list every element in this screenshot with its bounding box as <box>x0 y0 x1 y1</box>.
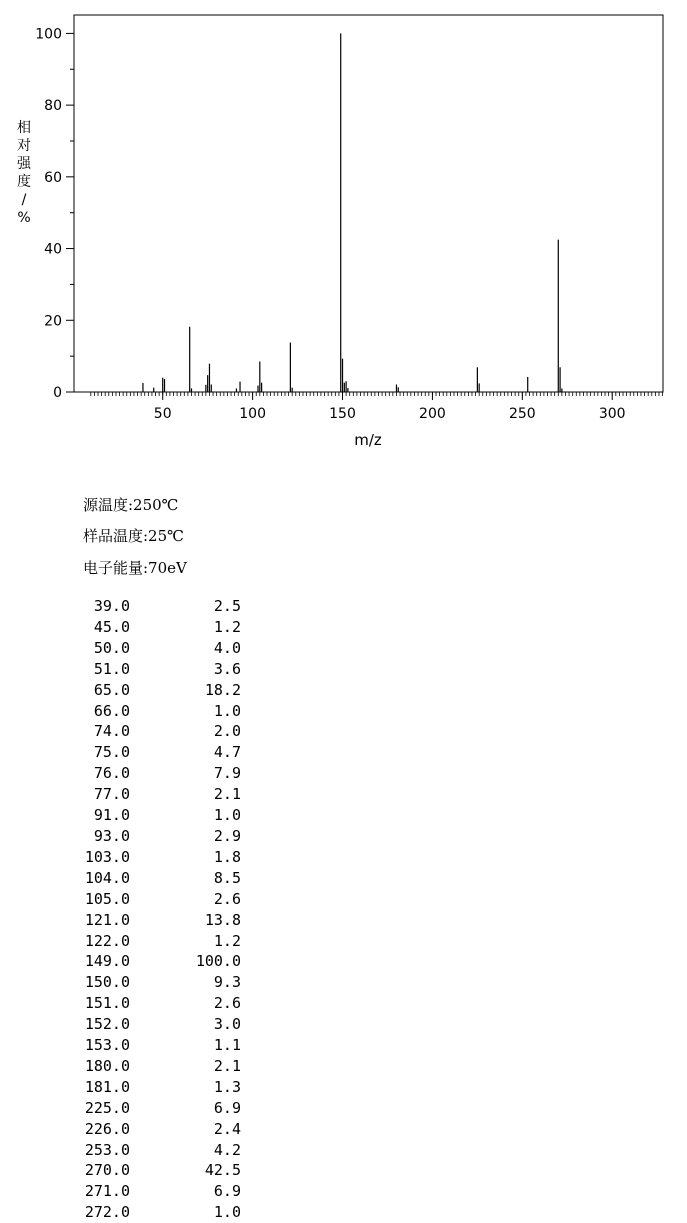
intensity-cell: 1.8 <box>213 847 241 866</box>
table-row <box>70 972 241 993</box>
y-tick-label: 80 <box>44 98 62 115</box>
table-row <box>70 784 241 805</box>
table-row <box>70 742 241 763</box>
table-row <box>70 1056 241 1077</box>
y-axis-label-char: % <box>17 210 31 226</box>
mz-cell: 65.0 <box>93 680 130 699</box>
mz-cell: 153.0 <box>84 1036 130 1055</box>
mz-cell: 39.0 <box>93 597 130 615</box>
mz-cell: 66.0 <box>93 701 130 720</box>
electron-energy: 电子能量:70eV <box>83 559 187 577</box>
mz-cell: 45.0 <box>93 617 130 636</box>
table-row <box>70 763 241 784</box>
table-row <box>70 910 241 931</box>
plot-frame <box>74 15 663 392</box>
x-tick-label: 150 <box>329 406 356 422</box>
mz-cell: 76.0 <box>93 764 130 783</box>
mz-cell: 104.0 <box>84 868 130 887</box>
mz-cell: 75.0 <box>93 743 130 762</box>
intensity-cell: 4.7 <box>213 743 241 762</box>
intensity-cell: 2.6 <box>213 889 241 908</box>
intensity-cell: 2.6 <box>213 994 241 1013</box>
y-axis-label-char: 对 <box>17 138 31 154</box>
mz-cell: 121.0 <box>84 910 130 929</box>
mz-cell: 253.0 <box>84 1140 130 1159</box>
intensity-cell: 2.1 <box>213 1056 241 1075</box>
mz-cell: 77.0 <box>93 785 130 804</box>
intensity-cell: 3.0 <box>213 1015 241 1034</box>
mz-cell: 271.0 <box>84 1182 130 1201</box>
mz-cell: 51.0 <box>93 659 130 678</box>
sample-temperature: 样品温度:25℃ <box>83 527 184 545</box>
table-row <box>70 638 241 659</box>
spectrum-peaks <box>143 33 562 392</box>
intensity-cell: 1.0 <box>213 701 241 720</box>
mz-cell: 91.0 <box>93 806 130 825</box>
intensity-cell: 2.4 <box>213 1119 241 1138</box>
y-axis-label-char: 度 <box>17 174 31 190</box>
mz-cell: 180.0 <box>84 1056 130 1075</box>
mz-cell: 181.0 <box>84 1077 130 1096</box>
y-axis-label-char: / <box>21 192 27 208</box>
table-row <box>70 931 241 952</box>
intensity-cell: 1.1 <box>213 1036 241 1055</box>
table-row <box>70 1160 241 1181</box>
table-row <box>70 659 241 680</box>
intensity-cell: 100.0 <box>195 952 241 971</box>
table-row <box>70 680 241 701</box>
mass-spectrum-chart <box>0 0 687 460</box>
intensity-cell: 2.1 <box>213 785 241 804</box>
intensity-cell: 3.6 <box>213 659 241 678</box>
x-tick-label: 300 <box>598 406 626 422</box>
mz-cell: 74.0 <box>93 722 130 741</box>
intensity-cell: 9.3 <box>213 973 241 992</box>
mz-cell: 270.0 <box>84 1161 130 1180</box>
x-axis-label: m/z <box>354 431 382 449</box>
intensity-cell: 6.9 <box>213 1098 241 1117</box>
table-row <box>70 847 241 868</box>
y-axis-label-char: 相 <box>17 120 31 136</box>
mz-cell: 225.0 <box>84 1098 130 1117</box>
table-row <box>70 951 241 972</box>
table-row <box>70 1098 241 1119</box>
mz-cell: 152.0 <box>84 1015 130 1034</box>
intensity-cell: 18.2 <box>204 680 241 699</box>
mz-cell: 151.0 <box>84 994 130 1013</box>
intensity-cell: 1.0 <box>213 1203 241 1222</box>
intensity-cell: 2.0 <box>213 722 241 741</box>
intensity-cell: 42.5 <box>204 1161 241 1180</box>
table-row <box>70 1202 241 1223</box>
table-row <box>70 617 241 638</box>
y-tick-label: 60 <box>44 169 62 186</box>
y-tick-label: 20 <box>44 313 62 330</box>
table-row <box>70 721 241 742</box>
intensity-cell: 2.9 <box>213 826 241 845</box>
mz-cell: 272.0 <box>84 1203 130 1222</box>
intensity-cell: 4.2 <box>213 1140 241 1159</box>
table-row <box>70 993 241 1014</box>
table-row <box>70 805 241 826</box>
table-row <box>70 1119 241 1140</box>
source-temperature: 源温度:250℃ <box>83 496 179 514</box>
y-tick-label: 100 <box>35 26 62 43</box>
table-row <box>70 1077 241 1098</box>
y-axis-ticks <box>35 26 74 401</box>
table-row <box>70 1014 241 1035</box>
intensity-cell: 1.2 <box>213 931 241 950</box>
peak-list-table <box>70 596 241 1223</box>
x-tick-label: 200 <box>419 406 446 422</box>
intensity-cell: 1.3 <box>213 1077 241 1096</box>
intensity-cell: 13.8 <box>204 910 241 929</box>
intensity-cell: 7.9 <box>213 764 241 783</box>
y-tick-label: 0 <box>53 385 62 401</box>
intensity-cell: 1.0 <box>213 806 241 825</box>
intensity-cell: 6.9 <box>213 1182 241 1201</box>
mz-cell: 93.0 <box>93 826 130 845</box>
mz-cell: 105.0 <box>84 889 130 908</box>
x-minor-ticks <box>91 392 663 396</box>
mz-cell: 122.0 <box>84 931 130 950</box>
table-row <box>70 701 241 722</box>
intensity-cell: 1.2 <box>213 617 241 636</box>
table-row <box>70 1035 241 1056</box>
y-axis-label <box>17 119 32 226</box>
table-row <box>70 826 241 847</box>
x-tick-label: 50 <box>153 406 172 422</box>
table-row <box>70 1140 241 1161</box>
y-tick-label: 40 <box>44 241 62 258</box>
table-row <box>70 889 241 910</box>
mz-cell: 50.0 <box>93 638 130 657</box>
mz-cell: 103.0 <box>84 847 130 866</box>
intensity-cell: 2.5 <box>213 597 241 615</box>
intensity-cell: 8.5 <box>213 868 241 887</box>
intensity-cell: 4.0 <box>213 638 241 657</box>
x-tick-label: 250 <box>508 406 536 422</box>
x-axis-ticks <box>154 392 626 422</box>
table-row <box>70 868 241 889</box>
table-row <box>70 596 241 617</box>
table-row <box>70 1181 241 1202</box>
mz-cell: 149.0 <box>84 952 130 971</box>
mz-cell: 150.0 <box>84 973 130 992</box>
x-tick-label: 100 <box>239 406 266 422</box>
mz-cell: 226.0 <box>84 1119 130 1138</box>
y-axis-label-char: 强 <box>17 156 31 172</box>
